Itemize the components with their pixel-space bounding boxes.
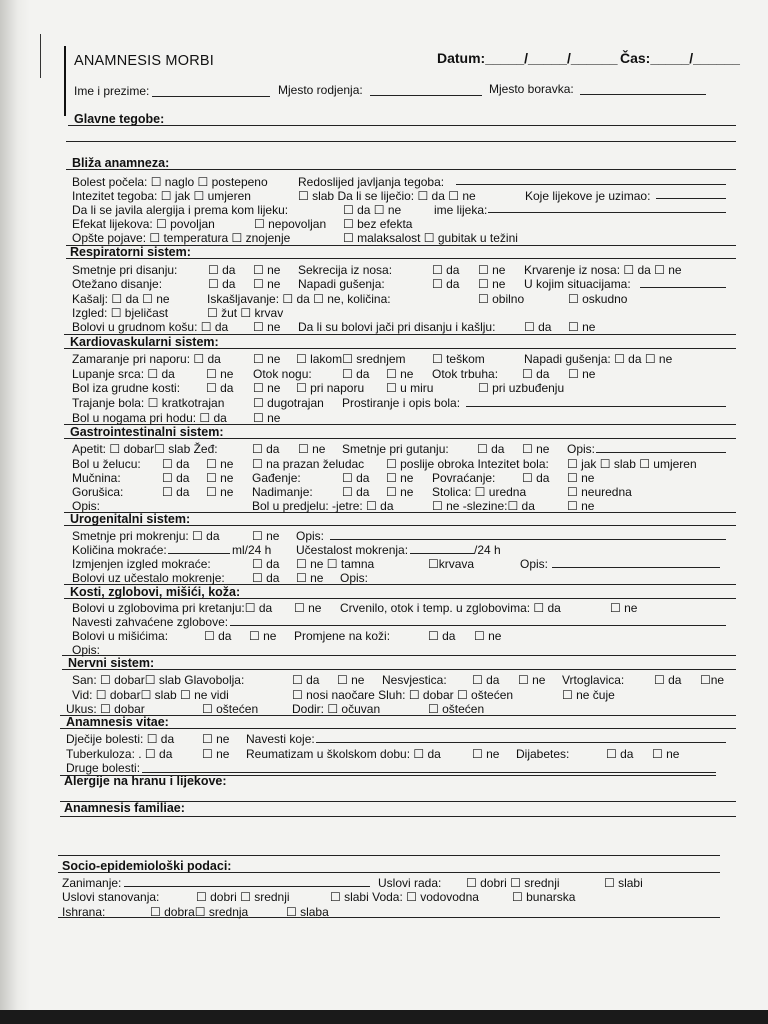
form-field[interactable]: ☐ da bbox=[208, 277, 236, 291]
form-field: Opis: bbox=[340, 571, 369, 585]
form-field[interactable]: ☐ ne bbox=[249, 629, 277, 643]
form-field[interactable]: ☐ slabi Voda: ☐ vodovodna bbox=[330, 890, 479, 904]
sec-kardio: Kardiovaskularni sistem: bbox=[70, 335, 219, 349]
form-field[interactable]: ☐ da bbox=[428, 629, 456, 643]
form-field[interactable]: ☐ žut ☐ krvav bbox=[207, 306, 284, 320]
form-field[interactable]: ☐ ne bbox=[568, 320, 596, 334]
form-field: Bolovi uz učestalo mokrenje: bbox=[72, 571, 225, 585]
fill-line[interactable] bbox=[316, 742, 726, 743]
form-field[interactable]: ☐ da bbox=[162, 457, 190, 471]
form-field[interactable]: ☐ ne bbox=[252, 529, 280, 543]
form-field: Uslovi stanovanja: bbox=[62, 890, 160, 904]
rule bbox=[64, 525, 736, 526]
form-field[interactable]: ☐ ne bbox=[253, 381, 281, 395]
form-field[interactable]: ☐ teškom bbox=[432, 352, 485, 366]
rule bbox=[60, 816, 736, 817]
fill-line[interactable] bbox=[230, 625, 726, 626]
form-field[interactable]: Crvenilo, otok i temp. u zglobovima: ☐ da bbox=[340, 601, 561, 615]
sec-uro: Urogenitalni sistem: bbox=[70, 512, 191, 526]
form-field: Gorušica: bbox=[72, 485, 124, 499]
form-field[interactable]: ☐ da ☐ ne bbox=[343, 203, 402, 217]
form-field: Sekrecija iz nosa: bbox=[298, 263, 393, 277]
rule bbox=[60, 775, 716, 776]
form-field[interactable]: ☐ ne bbox=[206, 457, 234, 471]
form-field[interactable]: ☐ dugotrajan bbox=[253, 396, 324, 410]
form-field[interactable]: Smetnje pri mokrenju: ☐ da bbox=[72, 529, 220, 543]
rule bbox=[66, 245, 736, 246]
form-field: Promjene na koži: bbox=[294, 629, 391, 643]
form-title: ANAMNESIS MORBI bbox=[74, 53, 214, 69]
form-field[interactable]: ☐ da bbox=[208, 263, 236, 277]
form-field[interactable]: ☐ ne bbox=[296, 571, 324, 585]
form-field: Opis: bbox=[567, 442, 596, 456]
form-field[interactable]: ☐ da bbox=[477, 442, 505, 456]
form-field[interactable]: Dječije bolesti: ☐ da bbox=[66, 732, 175, 746]
form-field[interactable]: ☐ ne ☐ tamna bbox=[296, 557, 375, 571]
margin-bar bbox=[64, 46, 66, 116]
form-field[interactable]: ☐ da bbox=[342, 367, 370, 381]
form-field[interactable]: ☐ da bbox=[342, 471, 370, 485]
rodjenja-label: Mjesto rodjenja: bbox=[278, 83, 363, 97]
form-field: Smetnje pri disanju: bbox=[72, 263, 178, 277]
form-field[interactable]: ☐ da bbox=[204, 629, 232, 643]
form-field[interactable]: Krvarenje iz nosa: ☐ da ☐ ne bbox=[524, 263, 682, 277]
form-field: Učestalost mokrenja: bbox=[296, 543, 409, 557]
rule bbox=[64, 512, 736, 513]
form-field[interactable]: Bol u predjelu: -jetre: ☐ da bbox=[252, 499, 394, 513]
form-field: Vrtoglavica: bbox=[562, 673, 625, 687]
fill-line[interactable] bbox=[552, 567, 720, 568]
form-field[interactable]: ☐ da bbox=[522, 471, 550, 485]
rule bbox=[60, 715, 736, 716]
form-field[interactable]: ☐ ne bbox=[253, 320, 281, 334]
form-field[interactable]: Bol u nogama pri hodu: ☐ da bbox=[72, 411, 227, 425]
rule bbox=[64, 598, 736, 599]
form-field: Nesvjestica: bbox=[382, 673, 447, 687]
rule bbox=[64, 438, 736, 439]
form-field[interactable]: ☐ pri uzbuđenju bbox=[478, 381, 565, 395]
form-field: Smetnje pri gutanju: bbox=[342, 442, 449, 456]
form-field: Mučnina: bbox=[72, 471, 121, 485]
form-field[interactable]: ☐ oštećen bbox=[202, 702, 259, 716]
sec-gastro: Gastrointestinalni sistem: bbox=[70, 425, 224, 439]
form-field[interactable]: ☐ ne bbox=[652, 747, 680, 761]
form-field[interactable]: ☐ da bbox=[432, 263, 460, 277]
form-field[interactable]: ☐ ne bbox=[386, 485, 414, 499]
form-field: Druge bolesti: bbox=[66, 761, 141, 775]
form-field: Opis: bbox=[72, 499, 101, 513]
cas-field[interactable]: Čas:_____/______ bbox=[620, 50, 740, 66]
sec-socio: Socio-epidemiološki podaci: bbox=[62, 859, 232, 873]
form-field[interactable]: ☐ da bbox=[654, 673, 682, 687]
form-field[interactable]: ☐ ne bbox=[206, 471, 234, 485]
form-field: Ishrana: bbox=[62, 905, 106, 919]
form-field[interactable]: ☐ poslije obroka Intezitet bola: bbox=[386, 457, 549, 471]
form-field[interactable]: ☐ neuredna bbox=[567, 485, 632, 499]
rule bbox=[68, 125, 736, 126]
form-field[interactable]: Apetit: ☐ dobar☐ slab Žeđ: bbox=[72, 442, 218, 456]
form-field[interactable]: ☐ da bbox=[524, 320, 552, 334]
sec-alergije: Alergije na hranu i lijekove: bbox=[64, 774, 227, 788]
form-field[interactable]: ☐ ne -slezine:☐ da bbox=[432, 499, 535, 513]
datum-field[interactable]: Datum:_____/_____/______ bbox=[437, 50, 618, 66]
form-field[interactable]: Bolovi u grudnom košu: ☐ da bbox=[72, 320, 229, 334]
form-field[interactable]: Ukus: ☐ dobar bbox=[66, 702, 145, 716]
form-field: Da li su bolovi jači pri disanju i kašlju: bbox=[298, 320, 496, 334]
form-field[interactable]: ☐ ne bbox=[253, 277, 281, 291]
form-field[interactable]: Dodir: ☐ očuvan bbox=[292, 702, 381, 716]
form-field[interactable]: ☐ na prazan želudac bbox=[252, 457, 365, 471]
form-field[interactable]: ☐ dobri ☐ srednji bbox=[466, 876, 560, 890]
form-field: Opis: bbox=[296, 529, 325, 543]
form-field[interactable]: Stolica: ☐ uredna bbox=[432, 485, 527, 499]
form-field[interactable]: ☐ obilno bbox=[478, 292, 525, 306]
form-field: Napadi gušenja: bbox=[298, 277, 385, 291]
fill-line[interactable] bbox=[466, 406, 726, 407]
form-field[interactable]: ☐ ne bbox=[294, 601, 322, 615]
form-field[interactable]: ☐ da bbox=[252, 442, 280, 456]
form-field: Otok nogu: bbox=[253, 367, 312, 381]
form-field[interactable]: Lupanje srca: ☐ da bbox=[72, 367, 175, 381]
fill-line[interactable] bbox=[488, 212, 726, 213]
rule bbox=[66, 141, 736, 142]
form-field[interactable]: ☐ ne bbox=[298, 442, 326, 456]
boravka-line[interactable] bbox=[580, 94, 706, 95]
form-field[interactable]: ☐ da bbox=[162, 485, 190, 499]
form-field: Opis: bbox=[72, 643, 101, 657]
form-field[interactable]: ☐ pri naporu bbox=[296, 381, 365, 395]
form-field[interactable]: ☐ ne bbox=[478, 263, 506, 277]
rule bbox=[60, 728, 736, 729]
form-field[interactable]: Reumatizam u školskom dobu: ☐ da bbox=[246, 747, 441, 761]
form-field[interactable]: ☐ ne bbox=[206, 367, 234, 381]
sec-resp: Respiratorni sistem: bbox=[70, 245, 191, 259]
form-field: Uslovi rada: bbox=[378, 876, 442, 890]
fill-line[interactable] bbox=[330, 539, 726, 540]
form-field[interactable]: ☐ oskudno bbox=[568, 292, 628, 306]
form-field[interactable]: ☐ da bbox=[206, 381, 234, 395]
form-field: Otežano disanje: bbox=[72, 277, 163, 291]
form-field: Gađenje: bbox=[252, 471, 301, 485]
form-field[interactable]: Opšte pojave: ☐ temperatura ☐ znojenje bbox=[72, 231, 291, 245]
form-field: Količina mokraće: bbox=[72, 543, 167, 557]
form-field[interactable]: Kašalj: ☐ da ☐ ne bbox=[72, 292, 170, 306]
form-field[interactable]: ☐ ne bbox=[206, 485, 234, 499]
rule bbox=[62, 655, 736, 656]
glavne-tegobe: Glavne tegobe: bbox=[74, 112, 165, 126]
fill-line[interactable] bbox=[596, 452, 726, 453]
form-field[interactable]: ☐ ne bbox=[474, 629, 502, 643]
form-field[interactable]: ☐ da bbox=[162, 471, 190, 485]
rodjenja-line[interactable] bbox=[370, 95, 482, 96]
form-field[interactable]: ☐ jak ☐ slab ☐ umjeren bbox=[567, 457, 697, 471]
page-shadow bbox=[0, 0, 30, 1024]
fill-line[interactable] bbox=[124, 886, 370, 887]
form-field[interactable]: ☐ u miru bbox=[386, 381, 434, 395]
form-field[interactable]: ☐ dobri ☐ srednji bbox=[196, 890, 290, 904]
form-field[interactable]: Zamaranje pri naporu: ☐ da bbox=[72, 352, 221, 366]
form-field: Povraćanje: bbox=[432, 471, 496, 485]
form-field[interactable]: ☐ ne bbox=[337, 673, 365, 687]
form-field[interactable]: Efekat lijekova: ☐ povoljan bbox=[72, 217, 215, 231]
form-field[interactable]: Trajanje bola: ☐ kratkotrajan bbox=[72, 396, 225, 410]
fill-line[interactable] bbox=[410, 553, 474, 554]
rule bbox=[62, 669, 736, 670]
form-field: Bol u želucu: bbox=[72, 457, 141, 471]
rule bbox=[64, 334, 736, 335]
form-field: Zanimanje: bbox=[62, 876, 122, 890]
form-field: Navesti koje: bbox=[246, 732, 315, 746]
form-field[interactable]: ☐ ne bbox=[386, 367, 414, 381]
form-field: Otok trbuha: bbox=[432, 367, 499, 381]
form-field[interactable]: ☐ ne bbox=[202, 732, 230, 746]
fill-line[interactable] bbox=[656, 198, 726, 199]
fill-line[interactable] bbox=[456, 184, 726, 185]
form-field[interactable]: Vid: ☐ dobar☐ slab ☐ ne vidi bbox=[72, 688, 229, 702]
form-field[interactable]: ☐ ne bbox=[522, 442, 550, 456]
form-field[interactable]: Bolest počela: ☐ naglo ☐ postepeno bbox=[72, 175, 268, 189]
form-field[interactable]: ☐ ne bbox=[253, 411, 281, 425]
form-field[interactable]: ☐ ne bbox=[567, 471, 595, 485]
form-field[interactable]: ☐ nosi naočare Sluh: ☐ dobar ☐ oštećen bbox=[292, 688, 514, 702]
rule bbox=[66, 169, 736, 170]
form-field[interactable]: ☐ oštećen bbox=[428, 702, 485, 716]
form-field[interactable]: ☐ da bbox=[252, 571, 280, 585]
form-field[interactable]: ☐ da bbox=[432, 277, 460, 291]
fill-line[interactable] bbox=[168, 553, 230, 554]
form-field[interactable]: ☐ dobra☐ srednja bbox=[150, 905, 249, 919]
form-field[interactable]: ☐ da bbox=[522, 367, 550, 381]
form-field[interactable]: ☐ ne bbox=[472, 747, 500, 761]
form-field[interactable]: San: ☐ dobar☐ slab Glavobolja: bbox=[72, 673, 245, 687]
form-field[interactable]: ☐ ne bbox=[253, 263, 281, 277]
form-field[interactable]: Izgled: ☐ bjeličast bbox=[72, 306, 169, 320]
form-field[interactable]: ☐ da bbox=[342, 485, 370, 499]
form-field[interactable]: ☐krvava bbox=[428, 557, 475, 571]
form-field[interactable]: ☐ ne bbox=[202, 747, 230, 761]
form-field[interactable]: Intezitet tegoba: ☐ jak ☐ umjeren bbox=[72, 189, 251, 203]
form-field[interactable]: ☐ slab Da li se liječio: ☐ da ☐ ne bbox=[298, 189, 476, 203]
form-field: Izmjenjen izgled mokraće: bbox=[72, 557, 211, 571]
scan-edge bbox=[0, 1010, 768, 1024]
form-field: Opis: bbox=[520, 557, 549, 571]
sec-vitae: Anamnesis vitae: bbox=[66, 715, 169, 729]
form-field[interactable]: ☐ da bbox=[292, 673, 320, 687]
ime-label: Ime i prezime: bbox=[74, 84, 150, 98]
form-field[interactable]: ☐ ne bbox=[253, 352, 281, 366]
rule bbox=[64, 348, 736, 349]
form-field: Navesti zahvaćene zglobove: bbox=[72, 615, 229, 629]
form-field[interactable]: ☐ ne bbox=[568, 367, 596, 381]
form-field: Prostiranje i opis bola: bbox=[342, 396, 461, 410]
form-field[interactable]: ☐ da bbox=[606, 747, 634, 761]
form-field[interactable]: Iskašljavanje: ☐ da ☐ ne, količina: bbox=[207, 292, 391, 306]
form-field[interactable]: Tuberkuloza: . ☐ da bbox=[66, 747, 173, 761]
form-field[interactable]: ☐ ne čuje bbox=[562, 688, 615, 702]
margin-mark bbox=[40, 34, 41, 78]
form-field: Bol iza grudne kosti: bbox=[72, 381, 181, 395]
form-field[interactable]: ☐ lakom☐ srednjem bbox=[296, 352, 406, 366]
form-field[interactable]: ☐ slabi bbox=[604, 876, 643, 890]
form-field[interactable]: ☐ ne bbox=[610, 601, 638, 615]
form-field[interactable]: ☐ bunarska bbox=[512, 890, 576, 904]
form-field[interactable]: ☐ malaksalost ☐ gubitak u težini bbox=[343, 231, 518, 245]
form-field[interactable]: ☐ nepovoljan bbox=[254, 217, 327, 231]
form-field: ime lijeka: bbox=[434, 203, 488, 217]
form-field[interactable]: ☐ne bbox=[700, 673, 725, 687]
fill-line[interactable] bbox=[142, 772, 716, 773]
form-field[interactable]: ☐ ne bbox=[386, 471, 414, 485]
sec-nervni: Nervni sistem: bbox=[68, 656, 155, 670]
form-field: Dijabetes: bbox=[516, 747, 570, 761]
form-field[interactable]: ☐ bez efekta bbox=[343, 217, 413, 231]
form-field[interactable]: ☐ ne bbox=[567, 499, 595, 513]
form-field: Da li se javila alergija i prema kom lijeku: bbox=[72, 203, 289, 217]
form-field: Bolovi u mišićima: bbox=[72, 629, 169, 643]
sec-kosti: Kosti, zglobovi, mišići, koža: bbox=[70, 585, 241, 599]
form-field[interactable]: ☐ da bbox=[472, 673, 500, 687]
boravka-label: Mjesto boravka: bbox=[489, 82, 574, 96]
form-field: ml/24 h bbox=[232, 543, 272, 557]
rule bbox=[58, 855, 720, 856]
form-field[interactable]: Bolovi u zglobovima pri kretanju:☐ da bbox=[72, 601, 273, 615]
form-field[interactable]: ☐ slaba bbox=[286, 905, 329, 919]
form-field: Koje lijekove je uzimao: bbox=[525, 189, 651, 203]
form-field: /24 h bbox=[474, 543, 501, 557]
sec-bliza: Bliža anamneza: bbox=[72, 156, 170, 170]
rule bbox=[58, 872, 720, 873]
form-field[interactable]: ☐ ne bbox=[518, 673, 546, 687]
ime-line[interactable] bbox=[152, 96, 270, 97]
fill-line[interactable] bbox=[640, 287, 726, 288]
form-field: Nadimanje: bbox=[252, 485, 313, 499]
rule bbox=[66, 258, 736, 259]
form-field[interactable]: Napadi gušenja: ☐ da ☐ ne bbox=[524, 352, 673, 366]
form-field: Redoslijed javljanja tegoba: bbox=[298, 175, 445, 189]
form-field[interactable]: ☐ ne bbox=[478, 277, 506, 291]
form-field[interactable]: ☐ da bbox=[252, 557, 280, 571]
sec-familiae: Anamnesis familiae: bbox=[64, 801, 185, 815]
form-field: U kojim situacijama: bbox=[524, 277, 631, 291]
